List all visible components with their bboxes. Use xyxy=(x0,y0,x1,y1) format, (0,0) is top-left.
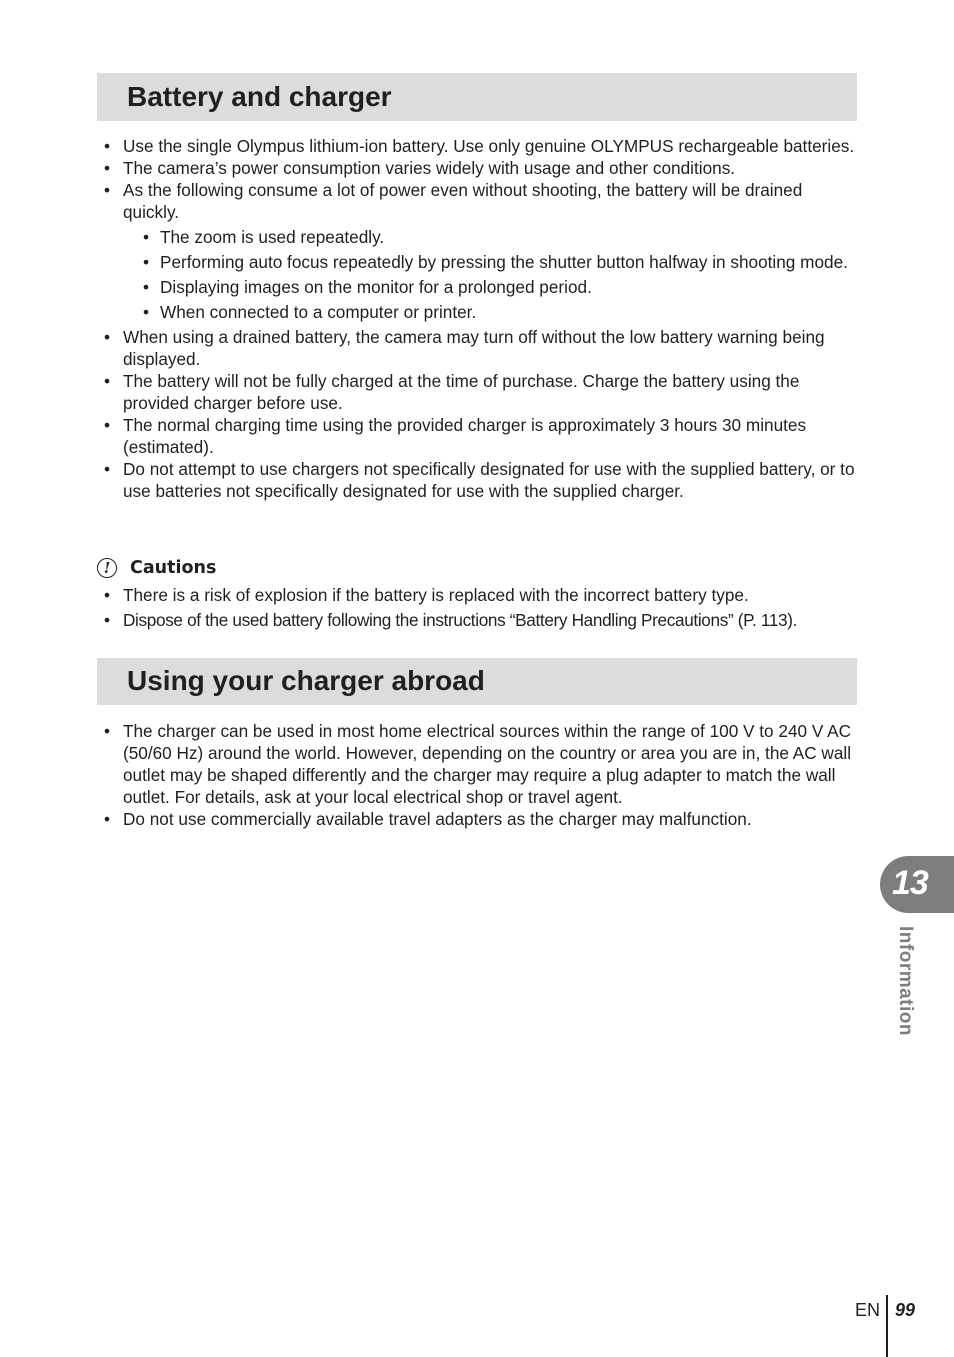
power-consumption-sub-list xyxy=(123,226,862,323)
chapter-label: Information xyxy=(895,926,916,1036)
exclamation-circle-icon: ! xyxy=(97,558,117,578)
page-number: 99 xyxy=(895,1300,916,1320)
list-item: • Use the single Olympus lithium-ion battery. Use only genuine OLYMPUS rechargeable batteries. xyxy=(97,135,862,157)
footer-divider xyxy=(886,1295,888,1357)
abroad-bullet-list xyxy=(97,720,862,830)
battery-bullet-list xyxy=(97,135,862,502)
list-item: • The camera’s power consumption varies widely with usage and other conditions. xyxy=(97,157,862,179)
sub-list-item: • The zoom is used repeatedly. xyxy=(123,226,862,248)
list-item xyxy=(97,179,862,323)
list-item: • There is a risk of explosion if the battery is replaced with the incorrect battery type. xyxy=(97,584,862,606)
footer-language: EN xyxy=(855,1300,881,1320)
cautions-heading xyxy=(97,556,216,580)
list-item: • Do not use commercially available travel adapters as the charger may malfunction. xyxy=(97,808,862,830)
section-title: Using your charger abroad xyxy=(127,665,485,696)
list-item: • Do not attempt to use chargers not specifically designated for use with the supplied battery, or to use batteries not specifically designated for use with the supplied charger. xyxy=(97,458,862,502)
cautions-bullet-list xyxy=(97,584,862,631)
sub-list-item: • When connected to a computer or printer. xyxy=(123,301,862,323)
cautions-label: Cautions xyxy=(130,558,217,578)
list-item-text: As the following consume a lot of power even without shooting, the battery will be drained quickly. xyxy=(123,180,803,222)
section-header-battery-and-charger xyxy=(97,73,857,121)
sub-list-item: • Performing auto focus repeatedly by pressing the shutter button halfway in shooting mode. xyxy=(123,251,862,273)
list-item: • Dispose of the used battery following the instructions “Battery Handling Precautions” (P. 113). xyxy=(97,609,862,631)
sub-list-item: • Displaying images on the monitor for a prolonged period. xyxy=(123,276,862,298)
chapter-number: 13 xyxy=(892,864,928,902)
section-title: Battery and charger xyxy=(127,81,392,112)
list-item: • The battery will not be fully charged at the time of purchase. Charge the battery using the provided charger before use. xyxy=(97,370,862,414)
list-item: • The charger can be used in most home electrical sources within the range of 100 V to 240 V AC (50/60 Hz) around the world. However, depending on the country or area you are in, the AC wall outlet may be shaped differently and the charger may require a plug adapter to match the wall outlet. For details, ask at your local electrical shop or travel agent. xyxy=(97,720,862,808)
list-item: • The normal charging time using the provided charger is approximately 3 hours 30 minutes (estimated). xyxy=(97,414,862,458)
chapter-tab xyxy=(880,856,954,913)
list-item: • When using a drained battery, the camera may turn off without the low battery warning being displayed. xyxy=(97,326,862,370)
section-header-using-charger-abroad xyxy=(97,658,857,705)
